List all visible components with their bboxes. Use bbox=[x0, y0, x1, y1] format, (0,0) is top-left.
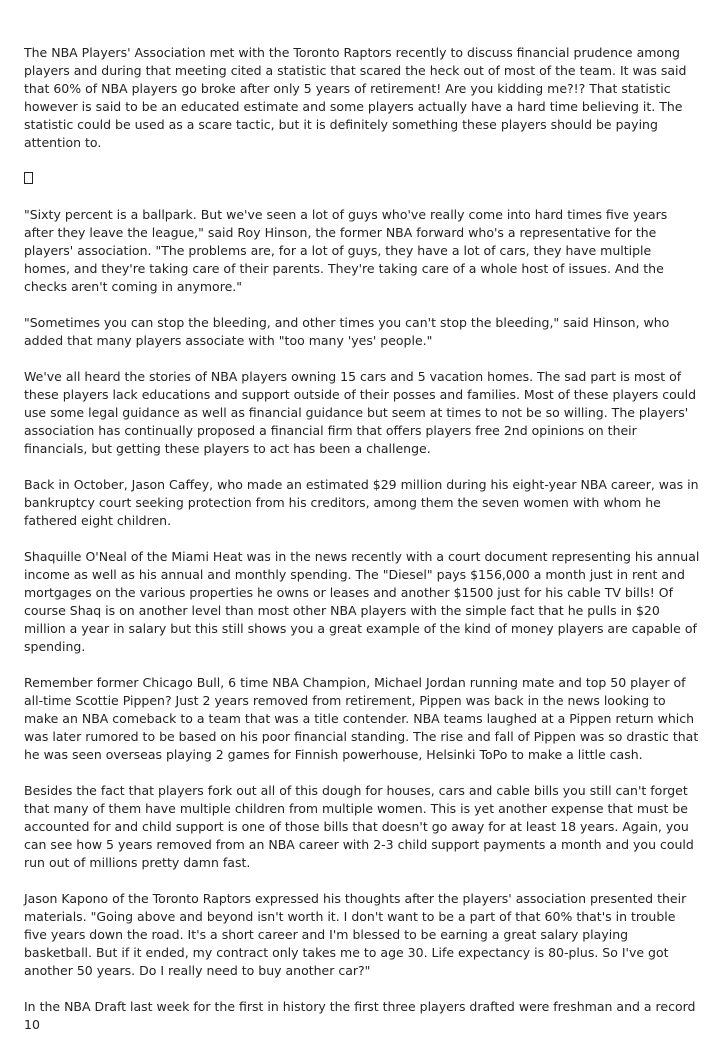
missing-glyph-placeholder bbox=[24, 170, 700, 188]
article-paragraph: Back in October, Jason Caffey, who made an estimated $29 million during his eight-year NBA career, was in bankruptcy court seeking protection from his creditors, among them the seven women with whom he fathered eight children. bbox=[24, 477, 699, 528]
article-paragraph: Jason Kapono of the Toronto Raptors expressed his thoughts after the players' association presented their materials. "Going above and beyond isn't worth it. I don't want to be a part of that 60% that's in trouble five years down the road. It's a short career and I'm blessed to be earning a great salary playing basketball. But if it ended, my contract only takes me to age 30. Life expectancy is 80-plus. So I've got another 50 years. Do I really need to buy another car?" bbox=[24, 891, 687, 978]
article-paragraph: The NBA Players' Association met with the Toronto Raptors recently to discuss financial prudence among players and during that meeting cited a statistic that scared the heck out of most of the team. It was said that 60% of NBA players go broke after only 5 years of retirement! Are you kidding me?!? That statistic however is said to be an educated estimate and some players actually have a hard time believing it. The statistic could be used as a scare tactic, but it is definitely something these players should be paying attention to. bbox=[24, 45, 687, 150]
article-paragraph: In the NBA Draft last week for the first in history the first three players drafted were freshman and a record 10 bbox=[24, 999, 696, 1032]
missing-glyph-box bbox=[24, 172, 33, 184]
article-paragraph: "Sometimes you can stop the bleeding, and other times you can't stop the bleeding," said Hinson, who added that many players associate with "too many 'yes' people." bbox=[24, 315, 670, 348]
article-paragraph: "Sixty percent is a ballpark. But we've seen a lot of guys who've really come into hard times five years after they leave the league," said Roy Hinson, the former NBA forward who's a representative for the players' association. "The problems are, for a lot of guys, they have a lot of cars, they have multiple homes, and they're taking care of their parents. They're taking care of a whole host of issues. And the checks aren't coming in anymore." bbox=[24, 207, 668, 294]
article-paragraph: We've all heard the stories of NBA players owning 15 cars and 5 vacation homes. The sad part is most of these players lack educations and support outside of their posses and families. Most of these players could use some legal guidance as well as financial guidance but seem at times to not be so willing. The players' association has continually proposed a financial firm that offers players free 2nd opinions on their financials, but getting these players to act has been a challenge. bbox=[24, 369, 697, 456]
article-paragraph: Remember former Chicago Bull, 6 time NBA Champion, Michael Jordan running mate and top 50 player of all-time Scottie Pippen? Just 2 years removed from retirement, Pippen was back in the news looking to make an NBA comeback to a team that was a title contender. NBA teams laughed at a Pippen return which was later rumored to be based on his poor financial standing. The rise and fall of Pippen was so drastic that he was seen overseas playing 2 games for Finnish powerhouse, Helsinki ToPo to make a little cash. bbox=[24, 675, 699, 762]
article-body bbox=[24, 44, 700, 1052]
article-paragraph: Besides the fact that players fork out all of this dough for houses, cars and cable bills you still can't forget that many of them have multiple children from multiple women. This is yet another expense that must be accounted for and child support is one of those bills that doesn't go away for at least 18 years. Again, you can see how 5 years removed from an NBA career with 2-3 child support payments a month and you could run out of millions pretty damn fast. bbox=[24, 783, 694, 870]
article-paragraph: Shaquille O'Neal of the Miami Heat was in the news recently with a court document representing his annual income as well as his annual and monthly spending. The "Diesel" pays $156,000 a month just in rent and mortgages on the various properties he owns or leases and another $1500 just for his cable TV bills! Of course Shaq is on another level than most other NBA players with the simple fact that he pulls in $20 million a year in salary but this still shows you a great example of the kind of money players are capable of spending. bbox=[24, 549, 700, 654]
